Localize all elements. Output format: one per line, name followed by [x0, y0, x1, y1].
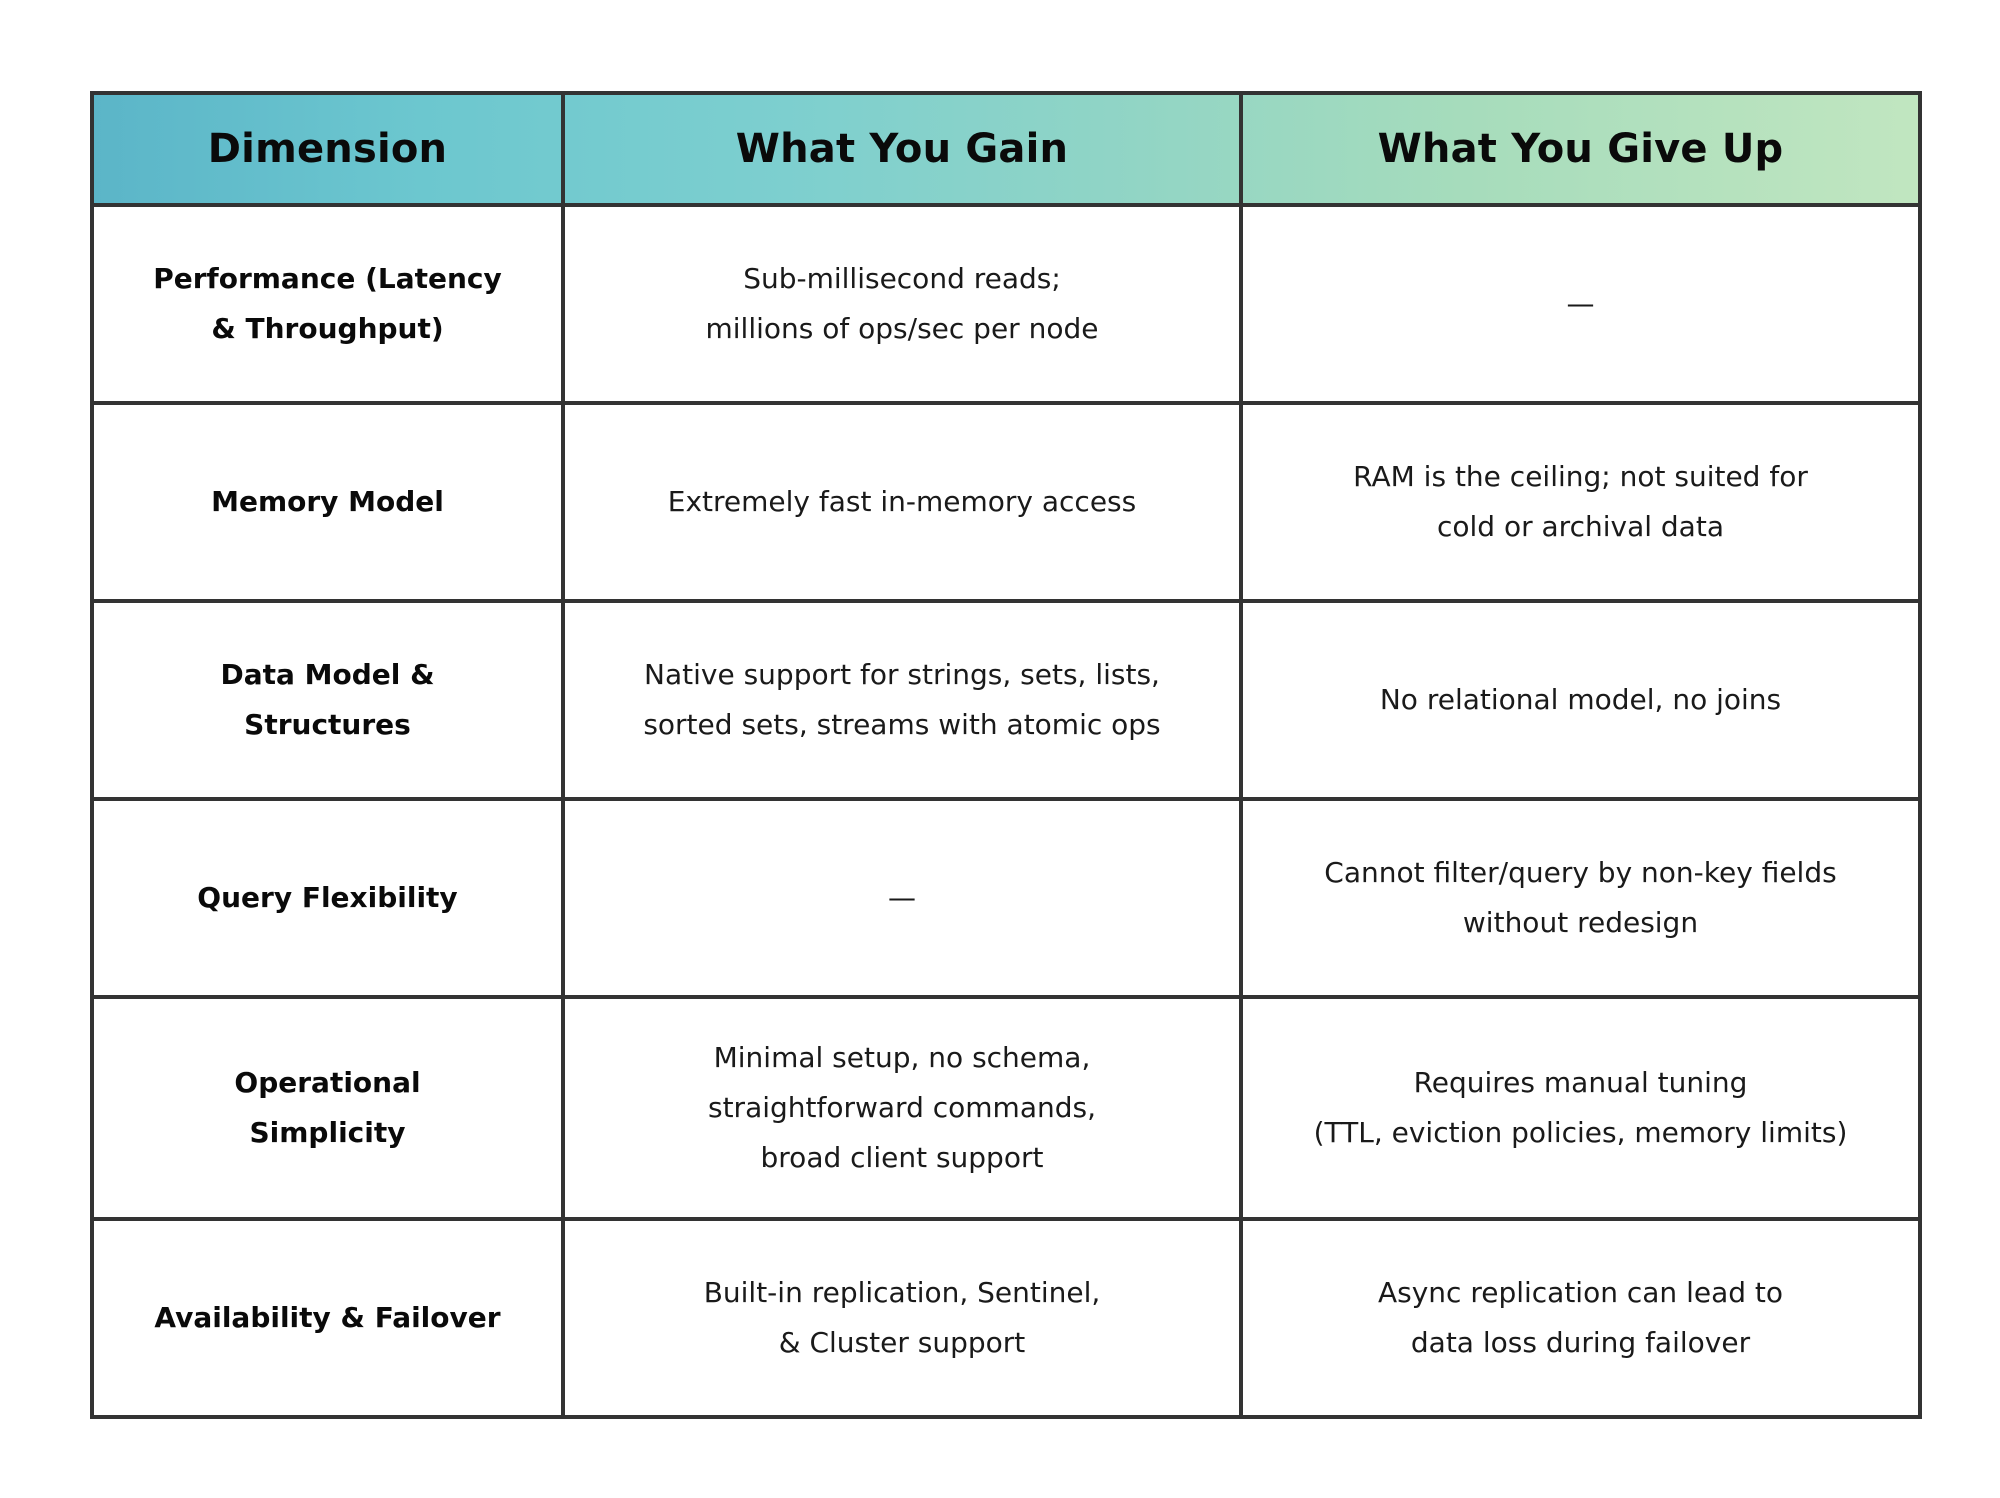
give-up-cell — [1241, 205, 1920, 403]
table-row — [92, 403, 1920, 601]
give-up-cell — [1241, 1219, 1920, 1417]
cell-line: Availability & Failover — [154, 1301, 501, 1334]
header-what-you-give-up: What You Give Up — [1241, 93, 1920, 205]
cell-line: Data Model & — [220, 658, 435, 691]
cell-line: broad client support — [760, 1141, 1044, 1174]
give-up-cell — [1241, 997, 1920, 1219]
header-what-you-gain: What You Gain — [563, 93, 1241, 205]
give-up-cell — [1241, 601, 1920, 799]
header-dimension: Dimension — [92, 93, 563, 205]
cell-line: Requires manual tuning — [1413, 1066, 1748, 1099]
cell-line: cold or archival data — [1437, 510, 1724, 543]
dimension-cell — [92, 799, 563, 997]
tradeoff-table — [90, 91, 1922, 1419]
cell-line: Operational — [234, 1066, 421, 1099]
cell-line: sorted sets, streams with atomic ops — [643, 708, 1161, 741]
give-up-cell — [1241, 403, 1920, 601]
table-row — [92, 997, 1920, 1219]
table-header-row — [92, 93, 1920, 205]
gain-cell — [563, 997, 1241, 1219]
table-row — [92, 799, 1920, 997]
gain-cell — [563, 601, 1241, 799]
cell-line: Sub-millisecond reads; — [743, 262, 1061, 295]
cell-line: — — [1566, 287, 1595, 320]
cell-line: Memory Model — [211, 485, 444, 518]
dimension-cell — [92, 403, 563, 601]
cell-line: Minimal setup, no schema, — [713, 1041, 1091, 1074]
cell-line: & Throughput) — [211, 312, 444, 345]
cell-line: without redesign — [1462, 906, 1699, 939]
cell-line: Simplicity — [249, 1116, 406, 1149]
dimension-cell — [92, 205, 563, 403]
give-up-cell — [1241, 799, 1920, 997]
cell-line: & Cluster support — [778, 1326, 1026, 1359]
dimension-cell — [92, 997, 563, 1219]
cell-line: Native support for strings, sets, lists, — [644, 658, 1160, 691]
cell-line: — — [888, 881, 916, 914]
gain-cell — [563, 205, 1241, 403]
table-row — [92, 205, 1920, 403]
cell-line: RAM is the ceiling; not suited for — [1353, 460, 1808, 493]
cell-line: data loss during failover — [1410, 1326, 1751, 1359]
gain-cell — [563, 403, 1241, 601]
cell-line: Cannot filter/query by non-key fields — [1324, 856, 1837, 889]
table-row — [92, 1219, 1920, 1417]
cell-line: Performance (Latency — [153, 262, 502, 295]
gain-cell — [563, 799, 1241, 997]
cell-line: Async replication can lead to — [1377, 1276, 1784, 1309]
cell-line: Query Flexibility — [197, 881, 458, 914]
cell-line: Extremely fast in-memory access — [667, 485, 1137, 518]
cell-line: straightforward commands, — [707, 1091, 1096, 1124]
tradeoff-table-container — [90, 91, 1918, 1413]
dimension-cell — [92, 601, 563, 799]
dimension-cell — [92, 1219, 563, 1417]
cell-line: Structures — [244, 708, 411, 741]
cell-line: (TTL, eviction policies, memory limits) — [1313, 1116, 1848, 1149]
table-row — [92, 601, 1920, 799]
cell-line: Built-in replication, Sentinel, — [703, 1276, 1101, 1309]
cell-line: millions of ops/sec per node — [705, 312, 1099, 345]
gain-cell — [563, 1219, 1241, 1417]
cell-line: No relational model, no joins — [1379, 683, 1782, 716]
